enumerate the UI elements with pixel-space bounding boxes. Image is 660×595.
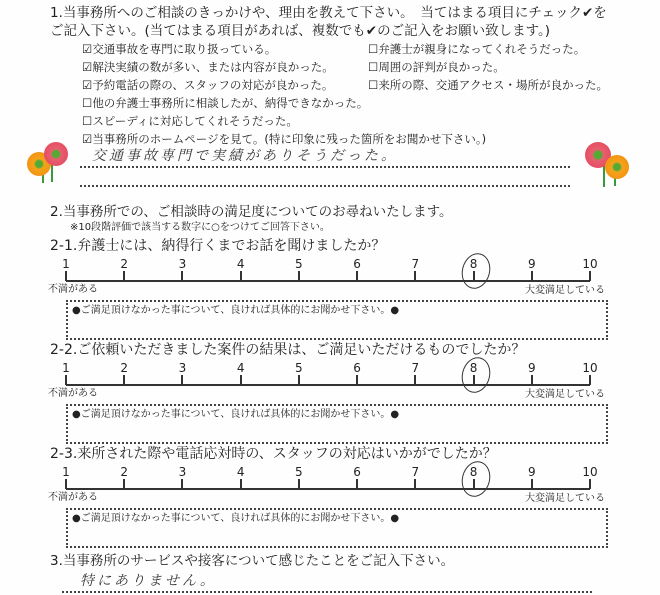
scale-number[interactable]: 6: [353, 257, 361, 271]
scale-tick: [65, 479, 67, 489]
scale-tick: [123, 271, 125, 281]
scale-number[interactable]: 1: [62, 361, 70, 375]
scale-tick: [356, 271, 358, 281]
scale-number[interactable]: 5: [295, 361, 303, 375]
scale-tick: [123, 375, 125, 385]
scale-tick: [414, 479, 416, 489]
answer-line: [62, 591, 592, 593]
scale-tick: [181, 375, 183, 385]
scale-tick: [531, 271, 533, 281]
selected-answer-circle: [457, 458, 493, 500]
scale-max-label: 大変満足している: [525, 493, 605, 504]
checkbox-label: 予約電話の際の、スタッフの対応が良かった。: [92, 78, 334, 92]
comment-prompt: ●ご満足頂けなかった事について、良ければ具体的にお聞かせ下さい。●: [72, 409, 400, 420]
question-title: 2-1.弁護士には、納得行くまでお話を聞けましたか？: [50, 238, 386, 254]
scale-tick: [531, 479, 533, 489]
scale-number[interactable]: 8: [469, 361, 478, 375]
checkbox-label: 弁護士が親身になってくれそうだった。: [378, 42, 586, 56]
checkbox-label: 他の弁護士事務所に相談したが、納得できなかった。: [92, 96, 369, 110]
checkbox-item[interactable]: [82, 60, 334, 74]
checkbox-icon[interactable]: ☑: [82, 78, 93, 92]
checkbox-item[interactable]: [82, 42, 276, 56]
scale-number[interactable]: 2: [120, 465, 129, 479]
rating-scale-line: [66, 488, 590, 490]
scale-number[interactable]: 9: [527, 361, 536, 375]
scale-number[interactable]: 4: [236, 465, 245, 479]
scale-tick: [298, 271, 300, 281]
selected-answer-circle: [457, 354, 493, 396]
scale-max-label: 大変満足している: [525, 285, 605, 296]
scale-number[interactable]: 3: [178, 257, 187, 271]
q2-title: 2.当事務所での、ご相談時の満足度についてのお尋ねいたします。: [50, 204, 453, 220]
scale-tick: [589, 375, 591, 385]
comment-box[interactable]: [66, 404, 608, 444]
scale-number[interactable]: 3: [178, 465, 187, 479]
scale-tick: [240, 479, 242, 489]
checkbox-item[interactable]: [368, 42, 585, 56]
question-title: 2-3.来所された際や電話応対時の、スタッフの対応はいかがでしたか？: [50, 446, 497, 462]
scale-number[interactable]: 9: [527, 465, 536, 479]
comment-prompt: ●ご満足頂けなかった事について、良ければ具体的にお聞かせ下さい。●: [72, 305, 400, 316]
scale-number[interactable]: 2: [120, 257, 129, 271]
scale-tick: [356, 375, 358, 385]
scale-tick: [531, 375, 533, 385]
scale-max-label: 大変満足している: [525, 389, 605, 400]
scale-number[interactable]: 4: [236, 361, 245, 375]
checkbox-icon[interactable]: ☐: [82, 96, 93, 110]
scale-number[interactable]: 8: [469, 257, 478, 271]
scale-number[interactable]: 1: [62, 257, 70, 271]
scale-tick: [298, 375, 300, 385]
rating-scale-line: [66, 280, 590, 282]
question-title: 2-2.ご依頼いただきました案件の結果は、ご満足いただけるものでしたか？: [50, 342, 526, 358]
checkbox-icon[interactable]: ☑: [82, 42, 93, 56]
q1-title-line1: 1.当事務所へのご相談のきっかけや、理由を教えて下さい。 当てはまる項目にチェック✔を: [50, 5, 607, 21]
checkbox-item[interactable]: [82, 114, 298, 128]
checkbox-icon[interactable]: ☐: [368, 78, 379, 92]
answer-line: [80, 166, 570, 168]
checkbox-label: 解決実績の数が多い、または内容が良かった。: [92, 60, 334, 74]
scale-number[interactable]: 8: [469, 465, 478, 479]
rating-scale-line: [66, 384, 590, 386]
scale-min-label: 不満がある: [48, 492, 98, 503]
scale-number[interactable]: 10: [582, 257, 598, 271]
checkbox-item[interactable]: [368, 78, 608, 92]
scale-min-label: 不満がある: [48, 284, 98, 295]
q2-note: ※10段階評価で該当する数字に○をつけてご回答下さい。: [70, 222, 330, 233]
scale-tick: [589, 271, 591, 281]
comment-prompt: ●ご満足頂けなかった事について、良ければ具体的にお聞かせ下さい。●: [72, 513, 400, 524]
q1-handwritten-answer: 交通事故専門で実績がありそうだった。: [92, 148, 398, 164]
q3-handwritten-answer: 特にありません。: [80, 573, 217, 589]
comment-box[interactable]: [66, 300, 608, 340]
checkbox-label: 来所の際、交通アクセス・場所が良かった。: [378, 78, 608, 92]
scale-tick: [181, 271, 183, 281]
answer-line: [80, 185, 570, 187]
scale-tick: [65, 375, 67, 385]
checkbox-icon[interactable]: ☐: [368, 60, 379, 74]
scale-tick: [298, 479, 300, 489]
scale-min-label: 不満がある: [48, 388, 98, 399]
checkbox-icon[interactable]: ☑: [82, 60, 93, 74]
scale-tick: [240, 271, 242, 281]
scale-number[interactable]: 10: [582, 465, 598, 479]
scale-number[interactable]: 5: [295, 257, 303, 271]
scale-tick: [414, 375, 416, 385]
q1-title-line2: ご記入下さい。(当てはまる項目があれば、複数でも✔のご記入をお願い致します。): [50, 23, 551, 39]
scale-number[interactable]: 1: [62, 465, 70, 479]
scale-number[interactable]: 5: [295, 465, 303, 479]
checkbox-item[interactable]: [368, 60, 505, 74]
scale-tick: [65, 271, 67, 281]
checkbox-label: 周囲の評判が良かった。: [378, 60, 505, 74]
q3-title: 3.当事務所のサービスや接客について感じたことをご記入下さい。: [50, 553, 455, 569]
scale-tick: [589, 479, 591, 489]
checkbox-label: 当事務所のホームページを見て。(特に印象に残った箇所をお聞かせ下さい。): [92, 132, 487, 146]
scale-number[interactable]: 3: [178, 361, 187, 375]
scale-number[interactable]: 4: [236, 257, 245, 271]
scale-number[interactable]: 6: [353, 465, 361, 479]
comment-box[interactable]: [66, 508, 608, 548]
scale-number[interactable]: 6: [353, 361, 361, 375]
scale-tick: [356, 479, 358, 489]
scale-tick: [181, 479, 183, 489]
scale-number[interactable]: 7: [411, 465, 420, 479]
scale-number[interactable]: 10: [582, 361, 598, 375]
scale-number[interactable]: 7: [411, 257, 420, 271]
checkbox-icon[interactable]: ☐: [82, 114, 93, 128]
checkbox-label: 交通事故を専門に取り扱っている。: [92, 42, 277, 56]
scale-number[interactable]: 9: [527, 257, 536, 271]
scale-number[interactable]: 2: [120, 361, 129, 375]
checkbox-icon[interactable]: ☑: [82, 132, 93, 146]
checkbox-label: スピーディに対応してくれそうだった。: [92, 114, 298, 128]
scale-tick: [414, 271, 416, 281]
checkbox-icon[interactable]: ☐: [368, 42, 379, 56]
checkbox-item[interactable]: [82, 132, 486, 146]
scale-tick: [123, 479, 125, 489]
scale-tick: [240, 375, 242, 385]
checkbox-item[interactable]: [82, 78, 333, 92]
checkbox-item[interactable]: [82, 96, 368, 110]
selected-answer-circle: [457, 250, 493, 292]
scale-number[interactable]: 7: [411, 361, 420, 375]
